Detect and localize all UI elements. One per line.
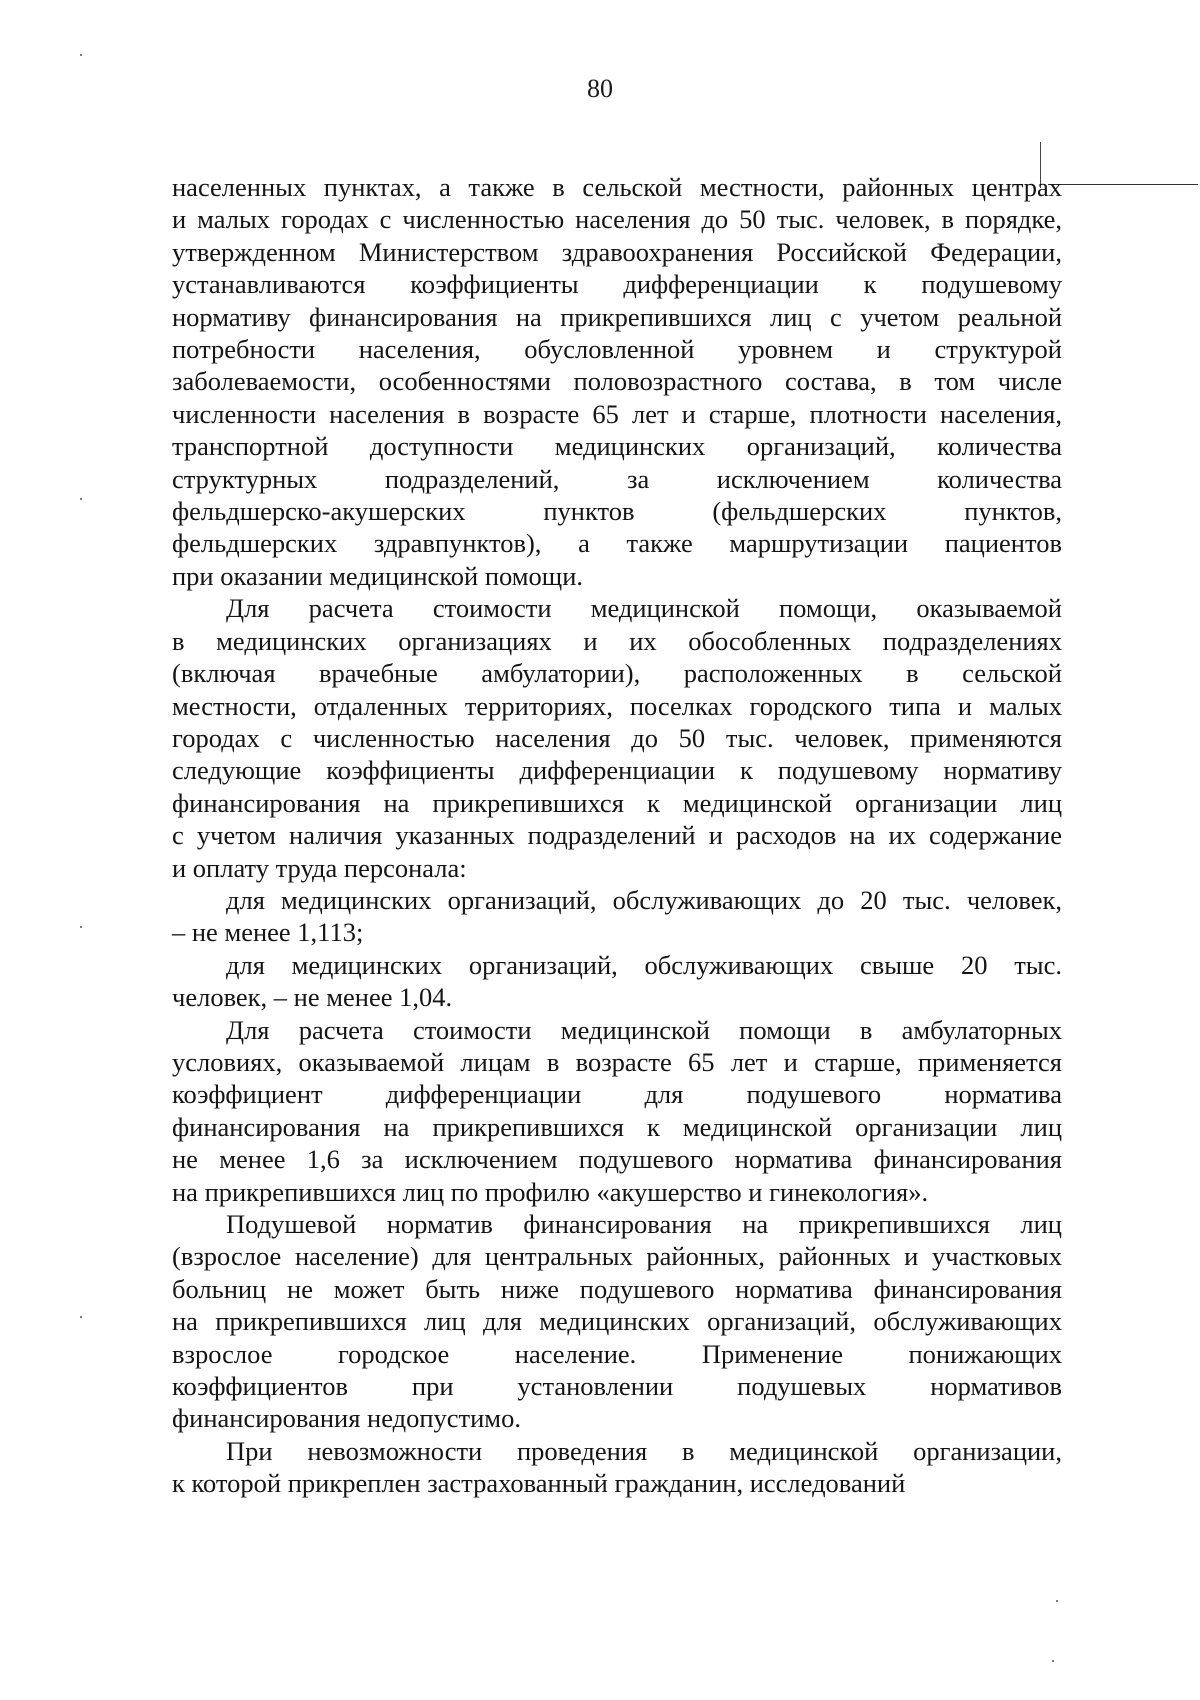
text-line: устанавливаются коэффициенты дифференциации к подушевому (172, 269, 1062, 300)
scan-artifact-rule (1048, 184, 1198, 185)
scan-speck (80, 1316, 82, 1318)
text-line: фельдшерско-акушерских пунктов (фельдшерских пунктов, (172, 496, 1062, 527)
scan-speck (80, 926, 82, 928)
text-line: к которой прикреплен застрахованный гражданин, исследований (172, 1468, 906, 1499)
text-line: не менее 1,6 за исключением подушевого норматива финансирования (172, 1144, 1062, 1175)
text-line: городах с численностью населения до 50 тыс. человек, применяются (172, 722, 1062, 753)
text-line: на прикрепившихся лиц для медицинских организаций, обслуживающих (172, 1306, 1062, 1337)
text-line: и оплату труда персонала: (172, 852, 467, 883)
text-line: (включая врачебные амбулатории), расположенных в сельской (172, 658, 1062, 689)
text-line: местности, отдаленных территориях, поселках городского типа и малых (172, 690, 1062, 721)
text-line: финансирования на прикрепившихся к медицинской организации лиц (172, 1111, 1062, 1142)
text-line: – не менее 1,113; (172, 917, 364, 948)
text-line: следующие коэффициенты дифференциации к подушевому нормативу (172, 755, 1062, 786)
scan-speck (1056, 1600, 1058, 1602)
text-line: нормативу финансирования на прикрепившихся лиц с учетом реальной (172, 301, 1062, 332)
paragraph (172, 1208, 1062, 1435)
text-line: условиях, оказываемой лицам в возрасте 65 лет и старше, применяется (172, 1046, 1062, 1077)
scan-speck (80, 498, 82, 500)
text-line: с учетом наличия указанных подразделений и расходов на их содержание (172, 820, 1062, 851)
text-line: коэффициент дифференциации для подушевого норматива (172, 1079, 1062, 1110)
text-line: Для расчета стоимости медицинской помощи, оказываемой (226, 593, 1062, 624)
text-line: на прикрепившихся лиц по профилю «акушерство и гинекология». (172, 1176, 929, 1207)
text-line: населенных пунктах, а также в сельской местности, районных центрах (172, 172, 1062, 202)
paragraph (172, 949, 1062, 1014)
text-line: утвержденном Министерством здравоохранения Российской Федерации, (172, 236, 1062, 267)
text-line: численности населения в возрасте 65 лет и старше, плотности населения, (172, 398, 1062, 429)
scan-speck (1052, 1660, 1054, 1662)
paragraph (172, 884, 1062, 949)
text-line: При невозможности проведения в медицинской организации, (226, 1435, 1062, 1466)
text-line: коэффициентов при установлении подушевых нормативов (172, 1371, 1062, 1402)
document-body (172, 171, 1062, 1500)
text-line: транспортной доступности медицинских организаций, количества (172, 431, 1062, 462)
text-line: взрослое городское население. Применение понижающих (172, 1338, 1062, 1369)
text-line: (взрослое население) для центральных районных, районных и участковых (172, 1241, 1062, 1272)
text-line: для медицинских организаций, обслуживающих свыше 20 тыс. (226, 949, 1062, 980)
text-line: при оказании медицинской помощи. (172, 560, 584, 591)
text-line: финансирования на прикрепившихся к медицинской организации лиц (172, 787, 1062, 818)
text-line: фельдшерских здравпунктов), а также маршрутизации пациентов (172, 528, 1062, 559)
paragraph (172, 1435, 1062, 1500)
text-line: финансирования недопустимо. (172, 1403, 521, 1434)
paragraph (172, 1014, 1062, 1208)
text-line: потребности населения, обусловленной уровнем и структурой (172, 334, 1062, 365)
text-line: Подушевой норматив финансирования на прикрепившихся лиц (226, 1209, 1062, 1239)
text-line: структурных подразделений, за исключением количества (172, 463, 1062, 494)
text-line: Для расчета стоимости медицинской помощи в амбулаторных (226, 1014, 1062, 1045)
paragraph (172, 592, 1062, 884)
text-line: и малых городах с численностью населения до 50 тыс. человек, в порядке, (172, 204, 1062, 235)
text-line: в медицинских организациях и их обособленных подразделениях (172, 625, 1062, 656)
text-line: больниц не может быть ниже подушевого норматива финансирования (172, 1273, 1062, 1304)
paragraph (172, 171, 1062, 592)
scan-speck (80, 54, 82, 56)
text-line: заболеваемости, особенностями половозрастного состава, в том числе (172, 366, 1062, 397)
text-line: человек, – не менее 1,04. (172, 982, 453, 1013)
text-line: для медицинских организаций, обслуживающих до 20 тыс. человек, (226, 884, 1062, 915)
page-number: 80 (587, 74, 613, 103)
